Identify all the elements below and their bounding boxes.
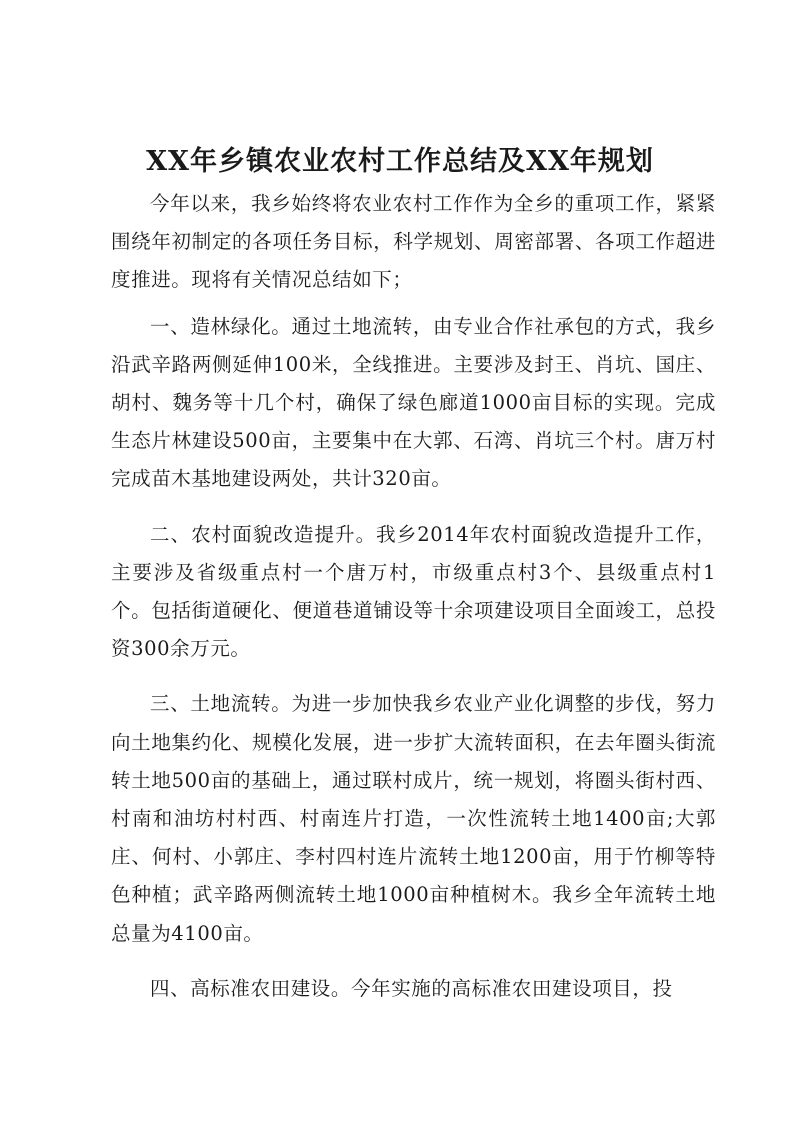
document-title: XX年乡镇农业农村工作总结及XX年规划 [146,146,654,177]
paragraph-village-improvement: 二、农村面貌改造提升。我乡2014年农村面貌改造提升工作，主要涉及省级重点村一个唐万村，市级重点村3个、县级重点村1个。包括街道硬化、便道巷道铺设等十余项建设项目全面竣工，总投资300余万元。 [111,522,716,661]
paragraph-farmland-construction: 四、高标准农田建设。今年实施的高标准农田建设项目，投 [150,976,673,1000]
paragraph-land-transfer: 三、土地流转。为进一步加快我乡农业产业化调整的步伐，努力向土地集约化、规模化发展，进一步扩大流转面积，在去年圈头街流转土地500亩的基础上，通过联村成片，统一规划，将圈头街村西、村南和油坊村村西、村南连片打造，一次性流转土地1400亩;大郭庄、何村、小郭庄、李村四村连片流转土地1200亩，用于竹柳等特色种植；武辛路两侧流转土地1000亩种植树木。我乡全年流转土地总量为4100亩。 [111,692,716,945]
paragraph-afforestation: 一、造林绿化。通过土地流转，由专业合作社承包的方式，我乡沿武辛路两侧延伸100米，全线推进。主要涉及封王、肖坑、国庄、胡村、魏务等十几个村，确保了绿色廊道1000亩目标的实现。完成生态片林建设500亩，主要集中在大郭、石湾、肖坑三个村。唐万村完成苗木基地建设两处，共计320亩。 [111,314,716,491]
document-body [111,185,716,1025]
paragraph-intro: 今年以来，我乡始终将农业农村工作作为全乡的重项工作，紧紧围绕年初制定的各项任务目标，科学规划、周密部署、各项工作超进度推进。现将有关情况总结如下； [111,192,716,292]
